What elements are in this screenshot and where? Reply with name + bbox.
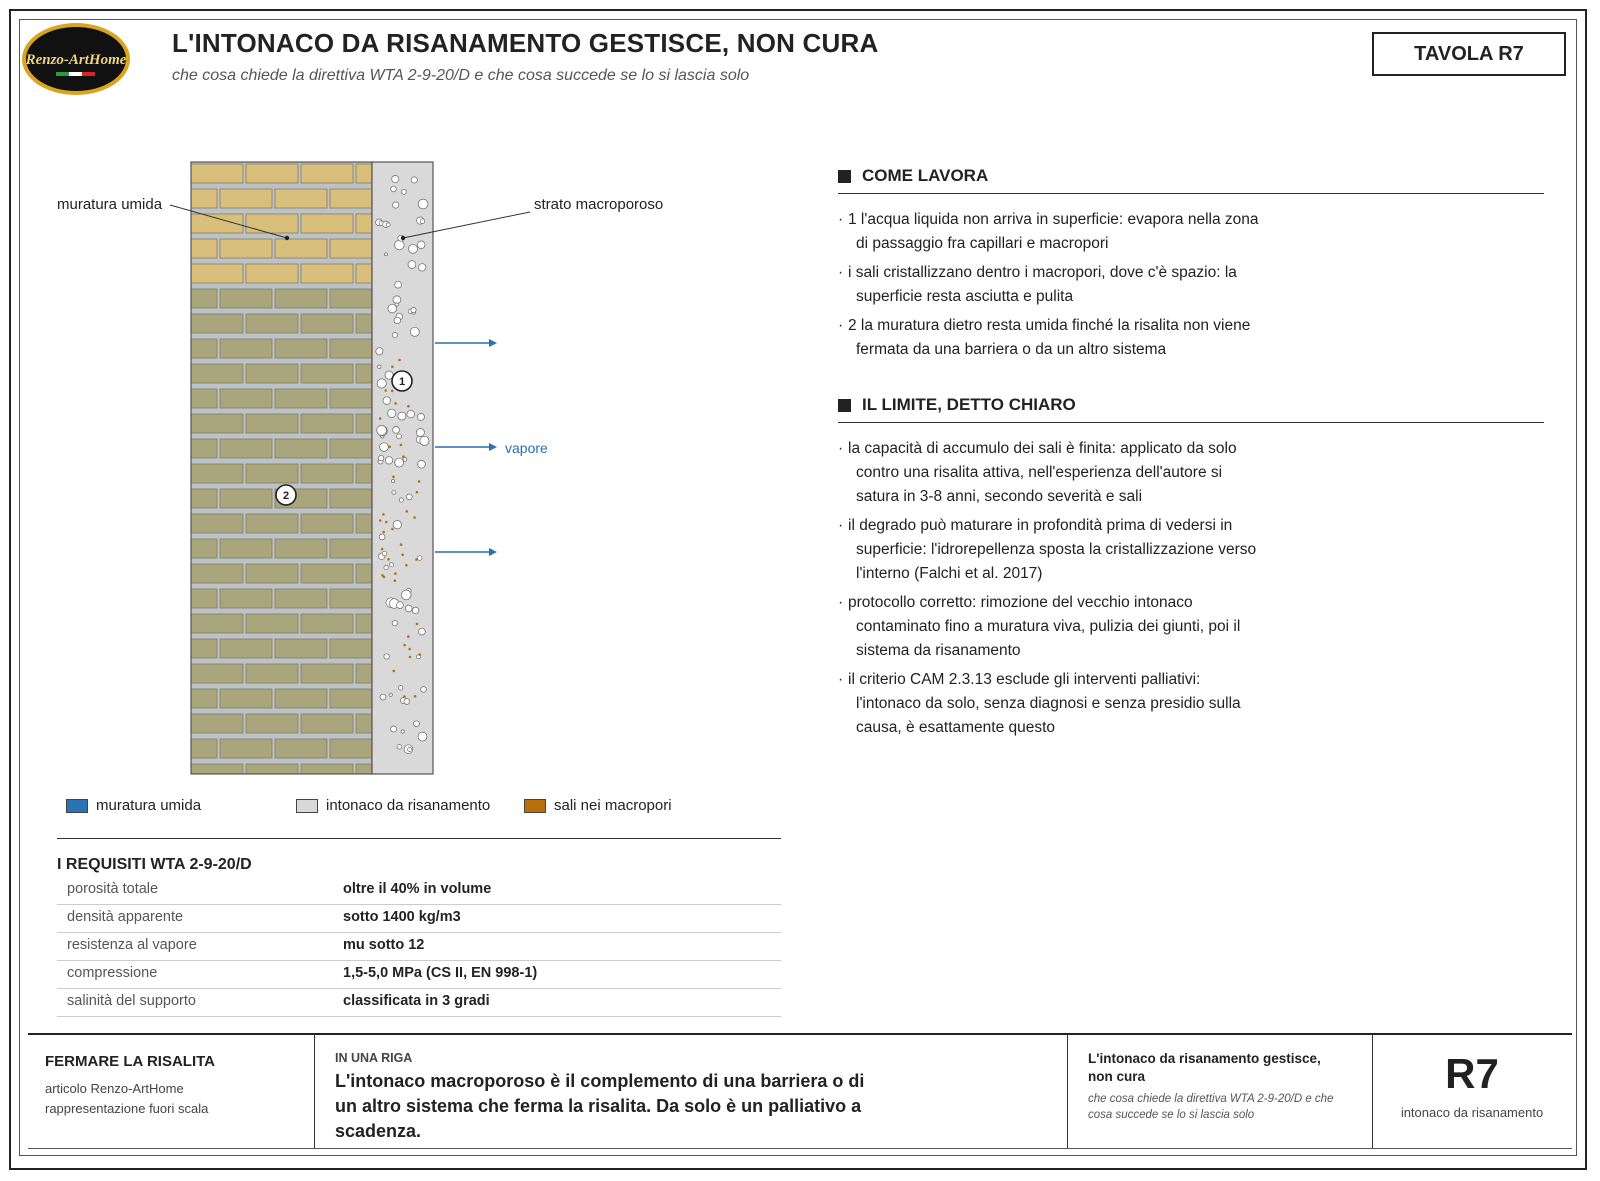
pore	[376, 348, 383, 355]
section-bullet-icon	[838, 170, 851, 183]
pore	[418, 460, 426, 468]
requirement-value: oltre il 40% in volume	[343, 881, 492, 897]
section-il-limite	[838, 395, 1544, 745]
pore	[417, 556, 422, 561]
brick	[275, 539, 327, 558]
pore	[411, 177, 417, 183]
pore	[392, 621, 397, 626]
pore	[409, 244, 418, 253]
pore	[405, 605, 412, 612]
brick	[246, 714, 298, 733]
salt-dot	[403, 644, 406, 647]
brick	[220, 689, 272, 708]
pore	[395, 281, 402, 288]
section-bullet-icon	[838, 399, 851, 412]
salt-dot	[400, 444, 403, 447]
pore	[395, 240, 405, 250]
brick	[275, 189, 327, 208]
requirements-divider	[57, 838, 781, 839]
pore	[395, 303, 398, 306]
brick	[301, 314, 353, 333]
pore	[398, 412, 406, 420]
requirements-title: I REQUISITI WTA 2-9-20/D	[57, 856, 252, 873]
brick	[191, 164, 243, 183]
pore	[393, 521, 401, 529]
pore	[401, 189, 406, 194]
pore	[419, 628, 426, 635]
salt-dot	[418, 480, 421, 483]
svg-text:2: 2	[282, 490, 290, 502]
brick	[220, 339, 272, 358]
legend-swatch-salts	[524, 799, 546, 813]
salt-dot	[406, 510, 409, 513]
brick	[191, 614, 243, 633]
brick	[246, 514, 298, 533]
pore	[391, 186, 397, 192]
section-title: IL LIMITE, DETTO CHIARO	[862, 395, 1076, 414]
label-macroporous-layer: strato macroporoso	[534, 196, 664, 213]
salt-dot	[385, 521, 388, 524]
pore	[392, 333, 397, 338]
pore	[394, 317, 401, 324]
pore	[389, 563, 393, 567]
vapor-arrow	[435, 443, 497, 451]
brick	[191, 664, 243, 683]
salt-dot	[391, 390, 394, 393]
salt-dot	[379, 519, 382, 522]
salt-dot	[405, 564, 408, 567]
brick	[220, 289, 272, 308]
footer-title: L'intonaco da risanamento gestisce, non cura	[1088, 1051, 1321, 1084]
brick	[275, 739, 327, 758]
brick	[191, 264, 243, 283]
sheet-code-label: intonaco da risanamento	[1400, 1105, 1544, 1120]
pore	[386, 223, 390, 227]
footer-top-rule	[28, 1033, 1572, 1035]
salt-dot	[384, 389, 387, 392]
pore	[378, 365, 381, 368]
pore	[382, 551, 387, 556]
svg-text:1: 1	[398, 376, 406, 388]
pore	[408, 261, 416, 269]
salt-dot	[416, 491, 419, 494]
pore	[384, 253, 387, 256]
brick	[246, 564, 298, 583]
salt-dot	[409, 656, 412, 659]
salt-dot	[414, 695, 417, 698]
pore	[417, 413, 424, 420]
brick	[301, 214, 353, 233]
pore	[406, 494, 412, 500]
pore	[380, 694, 386, 700]
legend-label: intonaco da risanamento	[326, 797, 491, 814]
pore	[385, 457, 392, 464]
brick	[220, 489, 272, 508]
label-wet-masonry: muratura umida	[57, 196, 163, 213]
brick	[191, 564, 243, 583]
pore	[377, 379, 386, 388]
pore	[419, 264, 426, 271]
pore	[416, 429, 424, 437]
salt-dot	[394, 579, 397, 582]
vapor-arrow	[435, 548, 497, 556]
pore	[401, 590, 411, 600]
oneline-label: IN UNA RIGA	[335, 1051, 413, 1065]
brick	[246, 214, 298, 233]
brick	[246, 614, 298, 633]
table-row	[57, 932, 781, 961]
legend-label: muratura umida	[96, 797, 202, 814]
brick	[301, 364, 353, 383]
brick	[301, 414, 353, 433]
pore	[378, 456, 383, 461]
logo-text: Renzo-ArtHome	[25, 52, 127, 68]
footer-bottom-rule	[28, 1148, 1572, 1149]
marker-2	[276, 485, 296, 505]
salt-dot	[407, 635, 410, 638]
pore	[384, 565, 388, 569]
pore	[392, 480, 395, 483]
pore	[418, 732, 427, 741]
pore	[398, 686, 403, 691]
salt-dot	[387, 558, 390, 561]
salt-dot	[419, 653, 422, 656]
salt-dot	[398, 359, 401, 362]
brick	[246, 364, 298, 383]
pore	[397, 602, 404, 609]
pore	[393, 427, 400, 434]
brick	[191, 514, 243, 533]
brick	[191, 314, 243, 333]
requirement-key: porosità totale	[67, 881, 159, 897]
brick	[220, 639, 272, 658]
brick	[191, 464, 243, 483]
brick	[246, 414, 298, 433]
marker-1	[392, 371, 412, 391]
scale-note: rappresentazione fuori scala	[45, 1101, 209, 1116]
pore	[404, 699, 410, 705]
pore	[414, 721, 420, 727]
page-title: L'INTONACO DA RISANAMENTO GESTISCE, NON CURA	[172, 28, 879, 58]
pore	[410, 327, 419, 336]
oneline-text: L'intonaco macroporoso è il complemento di una barriera o di un altro sistema che ferma la risalita. Da solo è un palliativo a scadenza.	[335, 1071, 865, 1141]
brick	[301, 464, 353, 483]
pore	[377, 426, 387, 436]
brick	[275, 689, 327, 708]
legend-item	[524, 797, 672, 814]
requirement-value: classificata in 3 gradi	[343, 993, 490, 1009]
leader-layer-dot	[401, 236, 405, 240]
brick	[220, 239, 272, 258]
brick	[275, 589, 327, 608]
salt-dot	[403, 695, 406, 698]
salt-dot	[394, 572, 397, 575]
pore	[401, 730, 404, 733]
footer-subtitle: che cosa chiede la direttiva WTA 2-9-20/D e che cosa succede se lo si lascia solo	[1088, 1093, 1334, 1121]
pore	[395, 458, 404, 467]
tavola-badge: TAVOLA R7	[1372, 32, 1566, 76]
legend-item	[66, 797, 201, 814]
brick	[246, 164, 298, 183]
brick	[275, 389, 327, 408]
brick	[220, 189, 272, 208]
pore	[412, 607, 419, 614]
pore	[379, 534, 385, 540]
pore	[397, 434, 402, 439]
pore	[383, 397, 391, 405]
list-item: · i sali cristallizzano dentro i macropori, dove c'è spazio: la superficie resta asciutta e pulita	[838, 264, 1237, 305]
list-item: · la capacità di accumulo dei sali è finita: applicato da solo contro una risalita attiva, nell'esperienza dell'autore si satura in 3-8 anni, secondo severità e sali	[838, 440, 1237, 505]
salt-dot	[388, 446, 391, 449]
salt-dot	[391, 528, 394, 531]
salt-dot	[393, 670, 396, 673]
page-subtitle: che cosa chiede la direttiva WTA 2-9-20/D e che cosa succede se lo si lascia solo	[172, 67, 750, 84]
salt-dot	[402, 455, 405, 458]
brick	[220, 739, 272, 758]
salt-dot	[415, 558, 418, 561]
footer-divider	[1067, 1033, 1068, 1148]
brick	[275, 639, 327, 658]
pore	[393, 296, 401, 304]
brick	[301, 264, 353, 283]
pore	[417, 241, 425, 249]
requirement-value: 1,5-5,0 MPa (CS II, EN 998-1)	[343, 965, 538, 981]
legend-swatch-plaster	[296, 799, 318, 813]
brick	[246, 664, 298, 683]
list-item: · 1 l'acqua liquida non arriva in superficie: evapora nella zona di passaggio fra capillari e macropori	[838, 211, 1259, 252]
list-item: · il criterio CAM 2.3.13 esclude gli interventi palliativi: l'intonaco da solo, senza diagnosi e senza presidio sulla causa, è esattamente questo	[838, 671, 1241, 736]
salt-dot	[416, 623, 419, 626]
brick	[275, 289, 327, 308]
list-item: · 2 la muratura dietro resta umida finché la risalita non viene fermata da una barriera o da un altro sistema	[838, 317, 1251, 358]
series-title: FERMARE LA RISALITA	[45, 1053, 215, 1070]
pore	[420, 436, 429, 445]
pore	[421, 687, 427, 693]
brick	[301, 564, 353, 583]
salt-dot	[392, 476, 395, 479]
brick	[301, 614, 353, 633]
section-come-lavora	[838, 166, 1544, 367]
salt-dot	[394, 402, 397, 405]
footer-divider	[314, 1033, 315, 1148]
pore	[397, 744, 402, 749]
pore	[407, 410, 415, 418]
salt-dot	[382, 513, 385, 516]
table-row	[57, 988, 781, 1017]
label-vapor: vapore	[505, 440, 548, 456]
salt-dot	[391, 365, 394, 368]
requirement-key: resistenza al vapore	[67, 937, 197, 953]
salt-dot	[382, 531, 385, 534]
pore	[389, 693, 392, 696]
pore	[403, 458, 407, 462]
brick	[191, 364, 243, 383]
pore	[411, 307, 416, 312]
salt-dot	[381, 574, 384, 577]
pore	[388, 409, 396, 417]
requirement-key: compressione	[67, 965, 158, 981]
list-item: · protocollo corretto: rimozione del vecchio intonaco contaminato fino a muratura viva, pulizia dei giunti, poi il sistema da risanamento	[838, 594, 1241, 659]
leader-wall-dot	[285, 236, 289, 240]
requirement-value: sotto 1400 kg/m3	[343, 909, 461, 925]
pore	[408, 748, 412, 752]
legend-item	[296, 797, 490, 814]
brick	[191, 414, 243, 433]
vapor-arrow	[435, 339, 497, 347]
pore	[380, 443, 389, 452]
salt-dot	[381, 548, 384, 551]
brick	[301, 164, 353, 183]
table-row	[57, 904, 781, 933]
brick	[220, 389, 272, 408]
brick	[275, 339, 327, 358]
pore	[391, 726, 397, 732]
pore	[384, 654, 389, 659]
brick	[301, 714, 353, 733]
brick	[301, 664, 353, 683]
article-label: articolo Renzo-ArtHome	[45, 1081, 184, 1096]
pore	[393, 202, 399, 208]
pore	[392, 490, 396, 494]
requirement-value: mu sotto 12	[343, 937, 425, 953]
brick	[220, 589, 272, 608]
brick	[220, 439, 272, 458]
table-row	[57, 960, 781, 989]
list-item: · il degrado può maturare in profondità prima di vedersi in superficie: l'idrorepellenza sposta la cristallizzazione verso l'interno (Falchi et al. 2017)	[838, 517, 1257, 582]
wall-section-diagram	[0, 0, 800, 800]
salt-dot	[400, 543, 403, 546]
brick	[301, 514, 353, 533]
pore	[418, 199, 428, 209]
pore	[399, 498, 403, 502]
brick	[246, 264, 298, 283]
brick	[275, 239, 327, 258]
pore	[392, 176, 399, 183]
brick	[275, 439, 327, 458]
series-info	[45, 1079, 208, 1119]
legend-label: sali nei macropori	[554, 797, 672, 814]
salt-dot	[407, 405, 410, 408]
salt-dot	[413, 516, 416, 519]
brick	[246, 314, 298, 333]
section-title: COME LAVORA	[862, 166, 989, 185]
requirement-key: salinità del supporto	[67, 993, 196, 1009]
salt-dot	[401, 554, 404, 557]
plaster-layer	[372, 162, 433, 774]
salt-dot	[379, 417, 382, 420]
brick	[220, 539, 272, 558]
legend-swatch-wall	[66, 799, 88, 813]
requirement-key: densità apparente	[67, 909, 184, 925]
pore	[420, 219, 425, 224]
brick	[246, 464, 298, 483]
salt-dot	[408, 648, 411, 651]
sheet-code: R7	[1445, 1050, 1499, 1097]
brick	[191, 714, 243, 733]
table-row	[57, 876, 781, 905]
